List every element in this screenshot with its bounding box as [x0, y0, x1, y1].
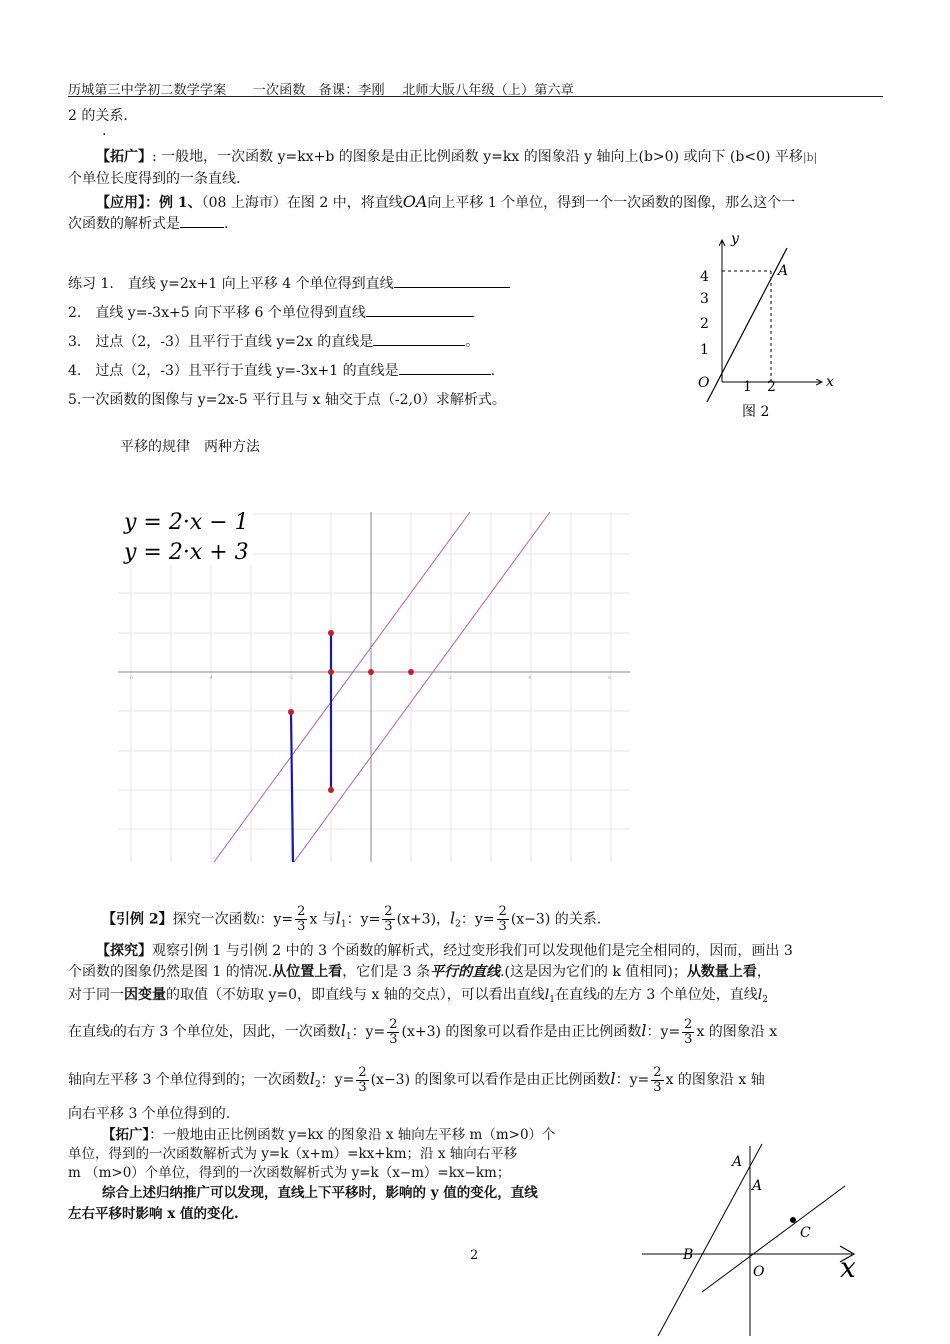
fig3-label-a1: A: [732, 1154, 743, 1170]
exercise-3-end: 。: [465, 334, 480, 350]
fig2-y-label: y: [731, 231, 739, 247]
frac-c: $\frac{2}{3}$: [498, 904, 507, 934]
fig2-caption: 图 2: [742, 404, 770, 420]
explore-line1: [96, 941, 886, 961]
extend2-text1: ：一般地由正比例函数 y=kx 的图象沿 x 轴向左平移 m（m>0）个: [149, 1127, 556, 1143]
explore-line5: [68, 1062, 884, 1102]
explore-2f: 从数量上看: [686, 964, 757, 980]
explore-4e: ：y=: [646, 1024, 681, 1040]
apply-text-b: 向上平移 1 个单位，得到一个一次函数的图像，那么这个一: [427, 195, 796, 211]
fig3-line-ab: [658, 1144, 762, 1336]
explore-5a: 轴向左平移 3 个单位得到的；一次函数: [68, 1072, 310, 1088]
apply-line2-text: 次函数的解析式是: [68, 216, 180, 232]
example2-l1: l: [335, 908, 341, 928]
example2-text3: (x+3)，: [396, 911, 451, 928]
example2-colon-2: ：y=: [346, 911, 381, 928]
equation-1: y = 2·x − 1: [124, 510, 249, 535]
extend2-line1: [102, 1126, 642, 1144]
explore-3e: 的左方 3 个单位处，直线: [599, 987, 758, 1003]
apply-line2-end: .: [224, 216, 229, 232]
extend2-line2: 单位，得到的一次函数解析式为 y=k（x+m）=kx+km；沿 x 轴向右平移: [68, 1146, 518, 1162]
abs-b: |b|: [802, 151, 818, 164]
explore-4f: x 的图象沿 x: [696, 1024, 778, 1040]
figure-2: [690, 228, 850, 428]
explore-s2b: 2: [314, 1080, 321, 1090]
point-2: [328, 630, 334, 636]
application-paragraph: [96, 192, 886, 213]
svg-text:6: 6: [608, 675, 612, 681]
example2-colon-3: ：y=: [460, 911, 495, 928]
fig3-label-x: x: [840, 1251, 856, 1284]
explore-l2b: l: [309, 1069, 315, 1088]
explore-l1b: l: [340, 1021, 346, 1040]
svg-text:-4: -4: [208, 675, 213, 681]
extend2-tag: 【拓广】: [102, 1127, 150, 1143]
fig3-label-a2: A: [752, 1178, 763, 1194]
explore-tag: 【探究】: [96, 943, 152, 959]
explore-2b: 从位置上看: [272, 964, 343, 980]
stray-dot: .: [102, 123, 107, 139]
explore-line4: [68, 1014, 884, 1054]
paragraph-relation: 2 的关系.: [68, 108, 128, 124]
extend2-line5: 左右平移时影响 x 值的变化.: [68, 1206, 239, 1222]
graph-two-lines: [118, 502, 630, 862]
point-6: [408, 669, 414, 675]
example2-tag: 【引例 2】: [102, 911, 173, 928]
explore-3a: 对于同一: [68, 987, 124, 1003]
svg-text:-6: -6: [128, 675, 133, 681]
explore-la: l: [597, 992, 600, 1002]
line-2x-minus-1: [294, 512, 550, 862]
fig2-ytick-3: 3: [700, 291, 709, 307]
example2-colon: ：y=: [259, 911, 294, 928]
exercise-4-blank: [399, 374, 491, 375]
shift-rule-title: 平移的规律 两种方法: [120, 439, 260, 455]
explore-s1a: 1: [549, 995, 556, 1005]
exercise-4-end: .: [490, 363, 496, 379]
apply-text: （08 上海市）在图 2 中，将直线: [201, 195, 403, 211]
svg-text:2: 2: [448, 675, 452, 681]
extend2-line4: 综合上述归纳推广可以发现，直线上下平移时，影响的 y 值的变化，直线: [102, 1185, 538, 1201]
fig3-label-c: C: [800, 1225, 811, 1241]
fig3-line-oc: [702, 1186, 845, 1292]
explore-2d: 平行的直线: [430, 964, 501, 980]
frac-f: $\frac{2}{3}$: [358, 1064, 367, 1095]
explore-s1b: 1: [345, 1032, 352, 1042]
explore-line6: 向右平移 3 个单位得到的.: [68, 1106, 231, 1122]
apply-tag: 【应用】: [96, 195, 145, 211]
oa-label: OA: [402, 192, 428, 211]
explore-2e: .(这是因为它们的 k 值相同)；: [500, 964, 687, 980]
fig2-origin: O: [698, 375, 710, 391]
explore-lc: l: [641, 1021, 647, 1040]
extend-paragraph-1: [96, 147, 886, 168]
figure-3: [640, 1142, 880, 1338]
svg-text:4: 4: [528, 675, 532, 681]
explore-3c: 的取值（不妨取 y=0，即直线与 x 轴的交点），可以看出直线: [166, 987, 545, 1003]
fig2-xtick-1: 1: [743, 379, 752, 395]
point-3: [328, 669, 334, 675]
example2-s2: 2: [455, 919, 461, 930]
example2-text2: x 与: [309, 911, 336, 928]
exercise-5: 5.一次函数的图像与 y=2x-5 平行且与 x 轴交于点（-2,0）求解析式。: [68, 392, 506, 408]
explore-5d: ：y=: [615, 1072, 650, 1088]
example2-s1: 1: [340, 919, 347, 930]
explore-5b: ：y=: [320, 1072, 355, 1088]
svg-text:-2: -2: [288, 675, 293, 681]
example2-text4: (x−3) 的关系.: [510, 911, 602, 928]
fig2-ytick-2: 2: [700, 316, 709, 332]
exercise-2-blank: [366, 316, 474, 317]
explore-text1: 观察引例 1 与引例 2 中的 3 个函数的解析式，经过变形我们可以发现他们是完全相同的，因而，画出 3: [152, 943, 793, 959]
fig2-ytick-4: 4: [700, 269, 709, 285]
explore-ld: l: [610, 1069, 616, 1088]
fig2-x-label: x: [826, 374, 834, 390]
fig2-point-a: A: [778, 263, 789, 279]
exercise-1-text: 练习 1. 直线 y=2x+1 向上平移 4 个单位得到直线: [68, 276, 394, 292]
frac-g: $\frac{2}{3}$: [653, 1064, 662, 1095]
header-rule: [68, 96, 883, 97]
exercise-3-blank: [373, 345, 465, 346]
exercise-4-text: 4. 过点（2，-3）且平行于直线 y=-3x+1 的直线是: [68, 363, 399, 379]
exercise-3-text: 3. 过点（2，-3）且平行于直线 y=2x 的直线是: [68, 334, 374, 350]
explore-3b: 因变量: [124, 987, 166, 1003]
extend-paragraph-1-line2: 个单位长度得到的一条直线.: [68, 171, 241, 187]
explore-l2a: l: [757, 987, 763, 1003]
explore-4a: 在直线: [68, 1024, 110, 1040]
fig3-label-o: O: [753, 1264, 765, 1280]
apply-example: ：例 1、: [145, 195, 202, 211]
exercise-2-text: 2. 直线 y=-3x+5 向下平移 6 个单位得到直线: [68, 305, 366, 321]
equation-2: y = 2·x + 3: [124, 540, 249, 565]
explore-5e: x 的图象沿 x 轴: [665, 1072, 765, 1088]
fig3-point-c: [790, 1217, 796, 1223]
explore-2g: ，: [756, 964, 771, 980]
point-4: [328, 787, 334, 793]
fig2-xtick-2: 2: [767, 379, 776, 395]
example2-text1: 探究一次函数: [172, 911, 257, 928]
explore-4d: (x+3) 的图象可以看作是由正比例函数: [401, 1024, 642, 1040]
explore-l1a: l: [544, 987, 550, 1003]
frac-e: $\frac{2}{3}$: [684, 1016, 693, 1047]
point-1: [288, 709, 294, 715]
explore-lb: l: [110, 1029, 113, 1039]
frac-a: $\frac{2}{3}$: [297, 904, 306, 934]
extend-tag: 【拓广】: [96, 149, 152, 165]
fig2-ytick-1: 1: [700, 342, 709, 358]
explore-4b: 的右方 3 个单位处，因此，一次函数: [112, 1024, 341, 1040]
extend2-line3: m （m>0）个单位，得到的一次函数解析式为 y=k（x−m）=kx−km；: [68, 1165, 511, 1181]
explore-2c: ，它们是 3 条: [342, 964, 431, 980]
explore-line3: [68, 985, 884, 1010]
explore-line2: [68, 962, 884, 982]
explore-s2a: 2: [762, 995, 768, 1005]
example2-l2: l: [450, 908, 456, 928]
page-header: 历城第三中学初二数学学案 一次函数 备课：李刚 北师大版八年级（上）第六章: [68, 83, 574, 98]
point-5: [368, 669, 374, 675]
example-2: [102, 905, 882, 938]
explore-4c: ：y=: [351, 1024, 386, 1040]
extend-text-1: : 一般地，一次函数 y=kx+b 的图象是由正比例函数 y=kx 的图象沿 y 轴向上(b>0) 或向下 (b<0) 平移: [152, 149, 803, 165]
page-number: 2: [470, 1248, 479, 1263]
explore-2a: 个函数的图象仍然是图 1 的情况.: [68, 964, 273, 980]
exercise-1-blank: [394, 287, 510, 288]
explore-5c: (x−3) 的图象可以看作是由正比例函数: [370, 1072, 611, 1088]
example2-l: l: [256, 916, 260, 927]
answer-blank: [180, 227, 224, 228]
explore-3d: 在直线: [555, 987, 598, 1003]
fig3-label-b: B: [683, 1247, 694, 1263]
frac-b: $\frac{2}{3}$: [384, 904, 393, 934]
frac-d: $\frac{2}{3}$: [389, 1016, 398, 1047]
